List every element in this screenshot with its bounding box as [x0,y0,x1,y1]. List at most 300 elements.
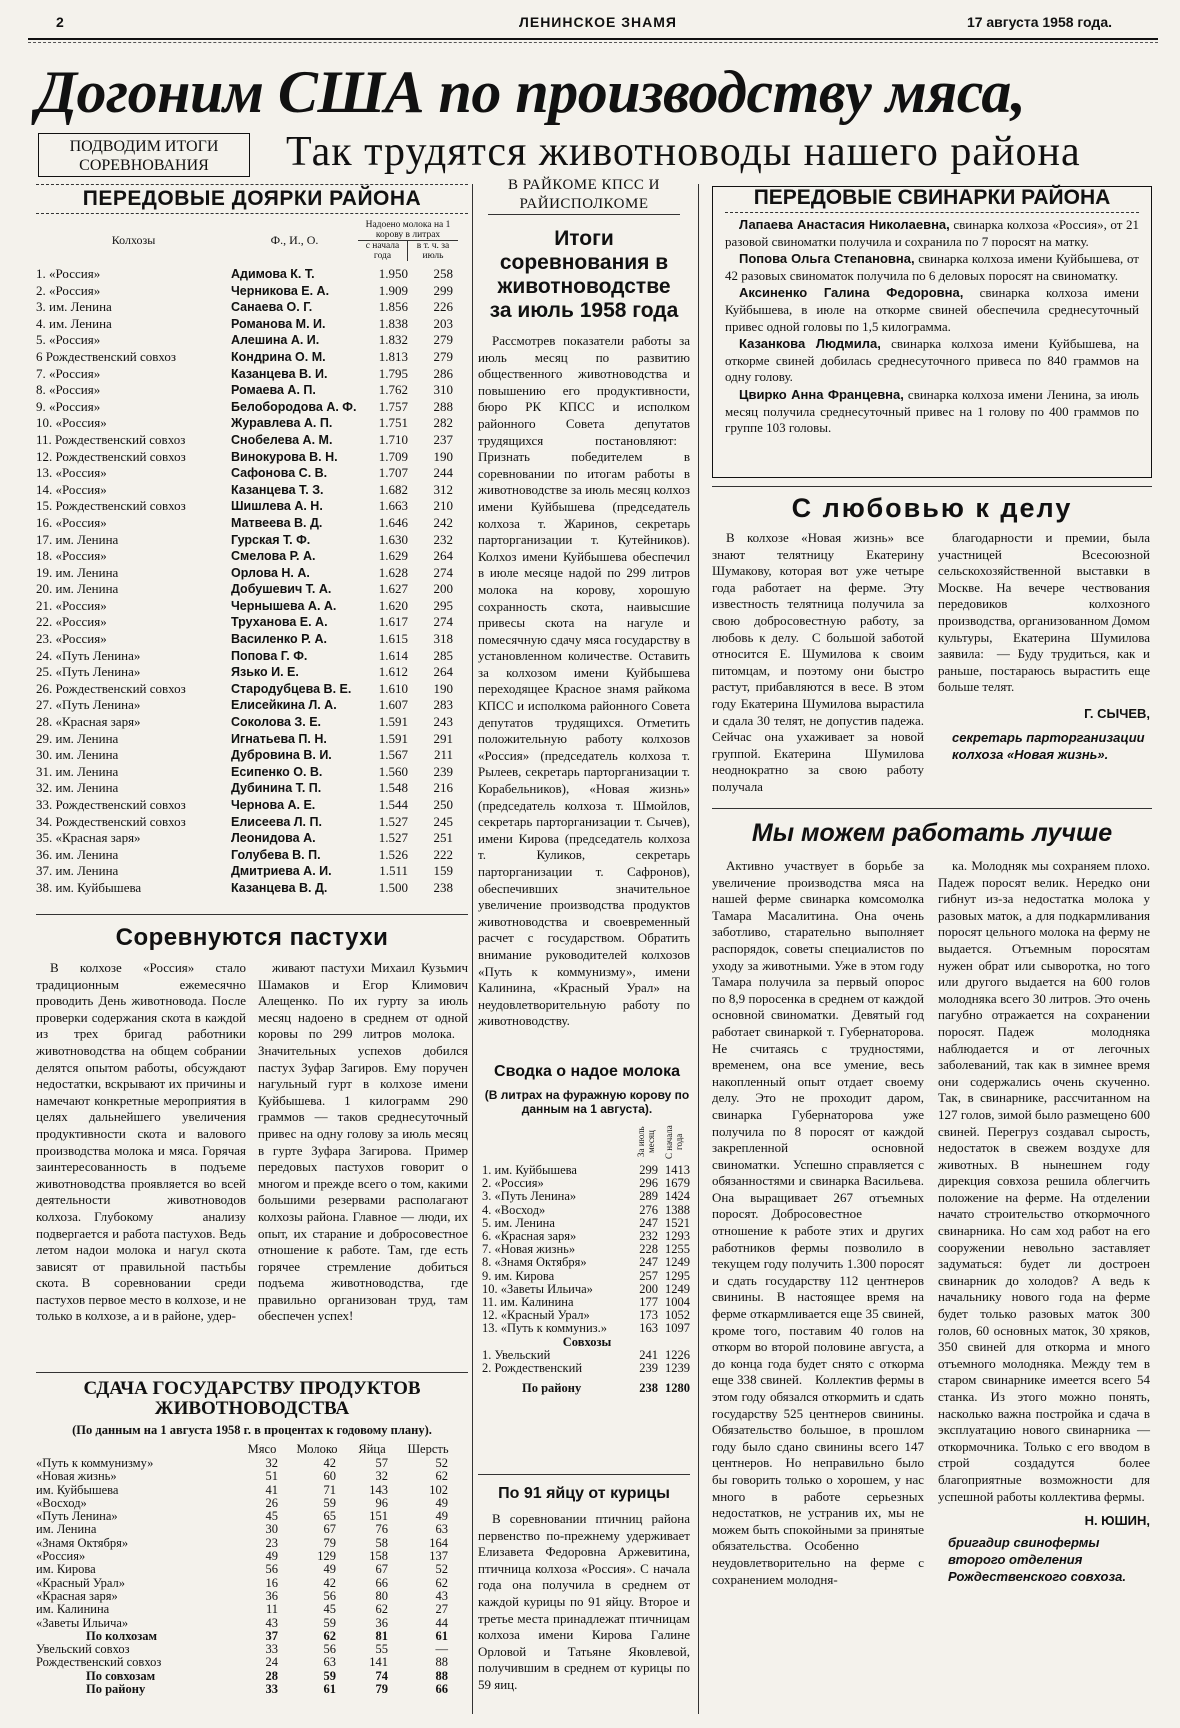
milkmaid-yield-july: 242 [433,514,453,530]
love-title: С любовью к делу [791,493,1073,523]
milkmaid-yield-july: 245 [433,813,453,829]
milkmaid-name: Казанцева Т. З. [231,482,324,497]
delivery-col-eggs: Яйца [358,1442,386,1456]
svodka-subtitle: (В литрах на фуражную корову по данным на 1 августа). [484,1088,690,1116]
milkmaid-yield-year: 1.548 [378,780,408,796]
delivery-value: 58 [375,1535,388,1550]
milkmaid-farm: 24. «Путь Ленина» [36,647,141,663]
milkmaid-farm: 35. «Красная заря» [36,830,141,846]
milkmaid-row [36,797,468,814]
delivery-value: 41 [265,1482,278,1497]
milkmaid-row [36,780,468,797]
delivery-farm: «Знамя Октября» [36,1535,129,1550]
milkmaid-farm: 30. им. Ленина [36,747,119,763]
milkmaids-title: ПЕРЕДОВЫЕ ДОЯРКИ РАЙОНА [36,184,468,214]
milkmaid-farm: 15. Рождественский совхоз [36,498,186,514]
milkmaid-farm: 26. Рождественский совхоз [36,680,186,696]
svodka-month: 232 [639,1229,658,1244]
svodka-farm: 1. им. Куйбышева [482,1164,577,1177]
svodka-year: 1295 [665,1268,690,1283]
masthead-rule-dashed [28,42,1158,43]
svodka-month: 241 [639,1347,658,1362]
milkmaid-yield-july: 216 [433,780,453,796]
milkmaid-farm: 23. «Россия» [36,631,107,647]
milkmaid-yield-july: 238 [433,879,453,895]
section-rule [36,914,468,915]
svodka-month: 296 [639,1176,658,1191]
milkmaid-yield-july: 291 [433,730,453,746]
milkmaid-row [36,366,468,383]
milkmaid-name: Соколова З. Е. [231,715,322,730]
love-col1: В колхозе «Новая жизнь» все знают телятницу Екатерину Шумакову, которая вот уже четыре года работает на ферме. Эту известность телятница получила за свою добросовестную работу, за любовь к делу. С большой заботой относится Е. Шумилова к своим питомцам, и поэтому они быстро растут, прибавляются в весе. В этом году Екатерина Шумилова вырастила и сдала 30 телят, не допустив падежа. Сейчас она ухаживает за новой группой. Екатерина Шумилова неоднократно за свою работу получала [712,530,924,794]
milkmaid-yield-july: 226 [433,299,453,315]
delivery-row [36,1510,468,1523]
svodka-year: 1424 [665,1189,690,1204]
milkmaid-farm: 13. «Россия» [36,465,107,481]
milkmaid-farm: 20. им. Ленина [36,581,119,597]
svodka-year: 1521 [665,1215,690,1230]
milkmaid-name: Гурская Т. Ф. [231,532,311,547]
delivery-value: 57 [375,1456,388,1470]
milkmaid-farm: 7. «Россия» [36,365,101,381]
milkmaid-yield-july: 190 [433,680,453,696]
shepherds-col1: В колхозе «Россия» стало традиционным ежемесячно проводить День животновода. После проверки содержания скота в каждой из трех бригад работники животноводства на общем собрании делятся опытом работы, обсуждают недостатки, вскрывают их причины и намечают конкретные мероприятия в целях дальнейшего увеличения продуктивности скота и валового производства молока и мяса. Горячая заинтересованность в подъеме животноводства проявляется во всей деятельности животноводов колхоза. Глубокому анализу подвергается и работа пастухов. Ведь летом надои молока и нагул скота зависят от правильной пастьбы скота. В соревновании среди пастухов первое место в колхозе, и не только в колхозе, а и в районе, удер- [36,960,246,1324]
eggs-title: По 91 яйцу от курицы [498,1485,670,1502]
milkmaid-yield-july: 200 [433,581,453,597]
delivery-value: 141 [369,1655,388,1670]
pigs-list [725,217,1139,437]
pig-item-text: свинарка колхоза имени Ленина, за июль месяц получила среднесуточный привес на 1 голову по 400 граммов по группе 103 головы. [725,386,1139,436]
delivery-value: 56 [323,1642,336,1657]
delivery-value: 67 [375,1562,388,1577]
milkmaid-row [36,316,468,333]
svodka-farm: 8. «Знамя Октября» [482,1256,587,1270]
section-badge: ПОДВОДИМ ИТОГИ СОРЕВНОВАНИЯ [38,133,250,177]
page-headline: Догоним США по производству мяса, [36,59,1026,125]
svodka-col-year: С начала года [664,1125,684,1159]
svodka-farm: 9. им. Кирова [482,1269,555,1283]
delivery-row [36,1550,468,1563]
delivery-value: 63 [323,1655,336,1670]
milkmaid-farm: 3. им. Ленина [36,299,112,315]
milkmaid-row [36,631,468,648]
milkmaid-row [36,681,468,698]
delivery-row [36,1470,468,1483]
milkmaid-yield-year: 1.950 [378,266,408,281]
milkmaid-name: Матвеева В. Д. [231,515,323,530]
milkmaid-row [36,664,468,681]
milkmaid-yield-july: 244 [433,465,453,481]
svodka-row [482,1309,692,1322]
delivery-row [36,1590,468,1603]
delivery-value: 55 [375,1642,388,1657]
delivery-value: 61 [323,1682,336,1697]
svodka-row [482,1296,692,1309]
love-signature: Г. СЫЧЕВ, [1084,705,1150,721]
delivery-value: 32 [375,1469,388,1484]
milkmaid-yield-july: 312 [433,481,453,497]
svodka-month: 177 [639,1295,658,1310]
milkmaid-row [36,349,468,366]
milkmaid-row [36,814,468,831]
milkmaid-row [36,847,468,864]
delivery-row [36,1497,468,1510]
shepherds-col2: живают пастухи Михаил Кузьмич Шамаков и Егор Климович Алещенко. По их гурту за июль месяц надоено в среднем от одной коровы по 299 литров молока. Значительных успехов добился пастух Зуфар Загиров. Ему поручен нагульный гурт в колхозе имени Куйбышева. 1 килограмм 290 граммов — таков среднесуточный привес на одну голову за июль месяц в гурте Зуфара Загирова. Пример передовых пастухов говорит о многом и прежде всего о том, какими большими резервами располагают колхозы района. Главное — люди, их опыт, их старание и добросовестное отношение к работе. Там, где есть горячее стремление добиться подъема животноводства, где правильно организован труд, там обеспечен успех! [258,960,468,1324]
milkmaid-yield-july: 285 [433,647,453,663]
delivery-row [36,1683,468,1696]
milkmaid-yield-year: 1.646 [378,514,408,530]
milkmaid-yield-year: 1.591 [378,714,408,730]
delivery-farm: «Новая жизнь» [36,1469,117,1484]
delivery-value: 59 [323,1495,336,1510]
milkmaid-row [36,581,468,598]
milkmaid-row [36,880,468,897]
milkmaid-yield-year: 1.832 [378,332,408,348]
milkmaid-yield-july: 243 [433,714,453,730]
delivery-farm: «Путь Ленина» [36,1509,118,1524]
pigs-section [712,186,1152,478]
svodka-year: 1388 [665,1202,690,1217]
header-name: Ф., И., О. [270,233,319,247]
delivery-value: 44 [435,1615,448,1630]
delivery-value: 66 [375,1575,388,1590]
milkmaid-name: Василенко Р. А. [231,632,328,647]
milkmaid-name: Казанцева В. Д. [231,880,328,895]
milkmaid-farm: 34. Рождественский совхоз [36,813,186,829]
delivery-value: 63 [435,1522,448,1537]
milkmaid-farm: 28. «Красная заря» [36,714,141,730]
milkmaid-farm: 6 Рождественский совхоз [36,348,177,364]
better-title: Мы можем работать лучше [751,819,1113,847]
issue-date: 17 августа 1958 года. [966,14,1112,30]
delivery-value: 137 [429,1549,448,1564]
delivery-value: 60 [323,1469,336,1484]
svodka-year: 1249 [665,1255,690,1270]
shepherds-section [36,924,468,1325]
milkmaid-yield-july: 283 [433,697,453,713]
delivery-value: 88 [435,1668,448,1683]
svodka-total-year: 1280 [665,1381,690,1396]
milkmaid-yield-year: 1.909 [378,282,408,298]
milkmaid-yield-july: 264 [433,664,453,680]
milkmaid-farm: 8. «Россия» [36,382,101,398]
svodka-farm: 2. «Россия» [482,1177,544,1191]
svodka-farm: 10. «Заветы Ильича» [482,1282,593,1296]
delivery-row [36,1630,468,1643]
svodka-farm: 2. Рождественский [482,1361,583,1375]
page-subheadline: Так трудятся животноводы нашего района [286,129,1081,175]
milkmaid-yield-year: 1.663 [378,498,408,514]
delivery-value: 129 [317,1549,336,1564]
milkmaid-name: Снобелева А. М. [231,432,333,447]
milkmaid-row [36,382,468,399]
pig-item-text: свинарка колхоза имени Куйбышева, от 42 разовых свиноматок получила по 6 деловых поросят на свиноматку. [725,251,1139,283]
svodka-farm: 13. «Путь к коммуниз.» [482,1322,607,1336]
better-signature: Н. ЮШИН, [1084,1513,1150,1529]
delivery-value: 67 [323,1522,336,1537]
milkmaid-farm: 5. «Россия» [36,332,101,348]
header-yield: Надоено молока на 1 корову в литрах [358,220,458,241]
better-section [712,808,1152,1588]
delivery-value: — [435,1642,448,1657]
svodka-year: 1052 [665,1308,690,1323]
pig-item [725,387,1139,437]
delivery-value: 24 [265,1655,278,1670]
milkmaid-yield-year: 1.682 [378,481,408,497]
svodka-section [482,1062,692,1396]
delivery-section [36,1372,468,1696]
header-july: в т. ч. за июль [416,241,450,261]
milkmaid-yield-july: 288 [433,398,453,414]
svodka-year: 1004 [665,1295,690,1310]
milkmaid-yield-year: 1.707 [378,465,408,481]
milkmaid-name: Шишлева А. Н. [231,499,323,514]
svodka-title: Сводка о надое молока [494,1063,680,1080]
milkmaid-yield-year: 1.628 [378,564,408,580]
delivery-value: 27 [435,1602,448,1617]
better-signature-title: бригадир свинофермы второго отделения Рождественского совхоза. [948,1535,1126,1585]
delivery-farm: Рождественский совхоз [36,1655,162,1670]
delivery-farm: По колхозам [86,1628,158,1643]
svodka-row [482,1283,692,1296]
delivery-value: 33 [265,1642,278,1657]
delivery-farm: Увельский совхоз [36,1642,130,1657]
milkmaid-row [36,614,468,631]
svodka-row [482,1243,692,1256]
milkmaid-yield-july: 299 [433,282,453,298]
milkmaid-row [36,598,468,615]
svodka-total-month: 238 [639,1381,658,1396]
delivery-value: 49 [435,1495,448,1510]
delivery-col-milk: Молоко [296,1442,338,1456]
delivery-table [36,1457,468,1696]
milkmaid-name: Романова М. И. [231,316,326,331]
milkmaid-name: Стародубцева В. Е. [231,681,352,696]
svodka-row [482,1362,692,1375]
milkmaid-name: Казанцева В. И. [231,366,328,381]
milkmaid-yield-year: 1.838 [378,315,408,331]
svodka-farm: 5. им. Ленина [482,1216,555,1230]
delivery-value: 11 [265,1602,278,1617]
milkmaid-yield-july: 264 [433,548,453,564]
eggs-text: В соревновании птичниц района первенство по-прежнему удерживает Елизавета Федоровна Аржевитина, птичница колхоза «Россия». С начала года она получила в среднем от каждой курицы по 91 яйцу. Второе и третье места принадлежат птичницам колхоза имени Кирова Галине Орловой и Татьяне Яковлевой, получившим в среднем от курицы по 59 яиц. [478,1511,690,1692]
svodka-month: 299 [639,1163,658,1177]
milkmaid-yield-year: 1.630 [378,531,408,547]
delivery-value: 65 [323,1509,336,1524]
milkmaid-farm: 1. «Россия» [36,266,101,281]
milkmaid-row [36,697,468,714]
milkmaid-yield-july: 310 [433,382,453,398]
love-section [712,486,1152,796]
milkmaid-farm: 32. им. Ленина [36,780,119,796]
delivery-value: 79 [323,1535,336,1550]
milkmaid-row [36,731,468,748]
header-since: с начала года [358,241,408,261]
column-rule [698,184,699,1714]
milkmaid-yield-july: 279 [433,332,453,348]
milkmaid-name: Голубева В. П. [231,847,321,862]
milkmaid-yield-year: 1.527 [378,830,408,846]
milkmaid-farm: 38. им. Куйбышева [36,879,142,895]
svodka-farm: 7. «Новая жизнь» [482,1243,576,1257]
delivery-value: 45 [265,1509,278,1524]
milkmaid-yield-year: 1.813 [378,348,408,364]
delivery-value: 49 [265,1549,278,1564]
delivery-value: 74 [375,1668,388,1683]
milkmaid-yield-year: 1.612 [378,664,408,680]
delivery-subtitle: (По данным на 1 августа 1958 г. в процентах к годовому плану). [72,1423,432,1437]
milkmaid-yield-year: 1.757 [378,398,408,414]
love-col2: благодарности и премии, была участницей Всесоюзной сельскохозяйственной выставки в Москве. На вечере чествования передовиков колхозного производства, организованном Домом культуры, Екатерина Шумилова заявила: — Буду трудиться, как и раньше, постараюсь вырастить еще больше телят. [938,530,1150,695]
delivery-farm: По району [86,1682,146,1697]
milkmaid-row [36,764,468,781]
delivery-row [36,1577,468,1590]
milkmaid-name: Игнатьева П. Н. [231,731,327,746]
svodka-farm: 4. «Восход» [482,1203,546,1217]
delivery-farm: «Заветы Ильича» [36,1615,129,1630]
milkmaid-yield-year: 1.629 [378,548,408,564]
milkmaid-yield-year: 1.710 [378,431,408,447]
milkmaid-row [36,648,468,665]
delivery-row [36,1537,468,1550]
milkmaid-yield-year: 1.614 [378,647,408,663]
milkmaid-farm: 21. «Россия» [36,597,107,613]
delivery-value: 23 [265,1535,278,1550]
pig-item-name: Лапаева Анастасия Николаевна, [739,217,950,232]
svodka-month: 228 [639,1242,658,1257]
milkmaid-yield-year: 1.617 [378,614,408,630]
milkmaids-table [36,266,468,897]
milkmaid-yield-year: 1.526 [378,846,408,862]
milkmaid-yield-july: 318 [433,631,453,647]
milkmaid-farm: 10. «Россия» [36,415,107,431]
raikom-text: Рассмотрев показатели работы за июль месяц по развитию общественного животноводства и повышению его продуктивности, бюро РК КПСС и исполком районного Совета депутатов трудящихся постановляют: Признать победителем в соревновании по итогам работы в животноводстве за июль месяц колхоз имени Куйбышева (председатель колхоза т. Жаринов, секретарь партоpганизации т. Кутейников). Колхоз имени Куйбышева обеспечил в июле месяце надой по 299 литров молока на корову, хорошую сохранность скота, наивысшие привесы скота на нагуле и помесячную сдачу мяса государству в установленном количестве. Оставить за колхозом имени Куйбышева переходящее Красное знамя райкома КПСС и исполкома районного Совета депутатов трудящихся. Отметить положительную работу колхозов «Россия» (председатель колхоза т. Рылеев, секретарь партоpганизации т. Корабельников), «Новая жизнь» (председатель колхоза т. Шмойлов, секретарь партоpганизации т. Сычев), имени Кирова (председатель колхоза т. Куликов, секретарь партоpганизации т. Сафронов), обеспечивших значительное увеличение производства продуктов животноводства и своевременный расчет с государством. Обратить внимание руководителей колхозов «Путь к коммунизму», имени Калинина, «Красный Урал» на неудовлетворительную работу по животноводству. [478,333,690,1029]
milkmaids-section [36,184,468,908]
masthead-rule [28,38,1158,40]
svodka-row [482,1164,692,1177]
milkmaid-name: Журавлева А. П. [231,416,333,431]
delivery-farm: «Восход» [36,1495,87,1510]
svodka-month: 289 [639,1189,658,1204]
svodka-col-month: За июль месяц [636,1126,656,1158]
svodka-table [482,1164,692,1336]
milkmaid-name: Кондрина О. М. [231,349,326,364]
delivery-value: 43 [435,1588,448,1603]
delivery-value: 28 [265,1668,278,1683]
milkmaid-farm: 36. им. Ленина [36,846,119,862]
milkmaid-farm: 14. «Россия» [36,481,107,497]
pig-item-text: свинарка колхоза имени Куйбышева, на откорме свиней добилась среднесуточного привеса по 840 граммов на одну голову. [725,336,1139,385]
milkmaid-yield-july: 239 [433,763,453,779]
milkmaid-name: Санаева О. Г. [231,300,313,315]
svodka-month: 173 [639,1308,658,1323]
svodka-row [482,1322,692,1335]
delivery-row [36,1617,468,1630]
milkmaid-yield-july: 210 [433,498,453,514]
delivery-value: 49 [323,1562,336,1577]
delivery-value: 80 [375,1588,388,1603]
milkmaid-yield-july: 274 [433,614,453,630]
pig-item [725,285,1139,335]
milkmaid-yield-year: 1.527 [378,813,408,829]
delivery-col-wool: Шерсть [407,1442,449,1456]
svodka-row [482,1204,692,1217]
delivery-row [36,1670,468,1683]
milkmaid-yield-year: 1.615 [378,631,408,647]
delivery-value: 37 [265,1628,278,1643]
delivery-value: 88 [435,1655,448,1670]
milkmaid-row [36,565,468,582]
milkmaid-name: Елисеева Л. П. [231,814,322,829]
milkmaid-name: Адимова К. Т. [231,267,315,281]
svodka-month: 163 [639,1321,658,1336]
milkmaid-farm: 33. Рождественский совхоз [36,797,186,812]
milkmaid-yield-year: 1.856 [378,299,408,315]
svodka-farm: 3. «Путь Ленина» [482,1190,577,1204]
delivery-value: 62 [323,1628,336,1643]
milkmaid-yield-year: 1.500 [378,879,408,895]
svodka-month: 247 [639,1255,658,1270]
milkmaid-farm: 12. Рождественский совхоз [36,448,186,464]
delivery-farm: «Красная заря» [36,1588,118,1603]
delivery-row [36,1484,468,1497]
delivery-value: 59 [323,1668,336,1683]
delivery-value: 143 [369,1482,388,1497]
milkmaid-row [36,465,468,482]
milkmaid-yield-year: 1.560 [378,763,408,779]
svodka-total-row [482,1381,692,1396]
pig-item-name: Казанкова Людмила, [739,336,881,352]
delivery-value: 32 [265,1456,278,1470]
milkmaid-row [36,747,468,764]
svodka-row [482,1270,692,1283]
delivery-value: 43 [265,1615,278,1630]
delivery-value: 96 [375,1495,388,1510]
milkmaid-yield-july: 237 [433,431,453,447]
svodka-year: 1255 [665,1242,690,1257]
delivery-value: 36 [375,1615,388,1630]
delivery-value: 62 [435,1575,448,1590]
milkmaid-yield-july: 282 [433,415,453,431]
milkmaid-row [36,299,468,316]
milkmaid-yield-july: 295 [433,597,453,613]
column-rule [472,184,473,1714]
delivery-farm: им. Калинина [36,1602,110,1617]
pig-item [725,251,1139,284]
milkmaid-farm: 18. «Россия» [36,548,107,564]
svodka-row [482,1190,692,1203]
milkmaid-name: Есипенко О. В. [231,764,323,779]
svodka-year: 1239 [665,1360,690,1375]
milkmaid-row [36,432,468,449]
milkmaid-name: Язько И. Е. [231,665,299,680]
milkmaid-row [36,332,468,349]
pig-item-name: Цвирко Анна Францевна, [739,386,904,402]
pig-item-text: свинарка колхоза имени Куйбышева, в июле на откорме свиней обеспечила среднесуточный привес одной головы по 1,5 килограмма. [725,285,1139,334]
pig-item [725,336,1139,386]
delivery-value: 81 [375,1628,388,1643]
svodka-month: 200 [639,1281,658,1296]
svodka-month: 276 [639,1202,658,1217]
delivery-farm: «Россия» [36,1549,86,1564]
delivery-farm: им. Ленина [36,1522,97,1537]
raikom-section [478,176,690,1030]
delivery-farm: «Путь к коммунизму» [36,1456,154,1470]
milkmaid-yield-year: 1.544 [378,797,408,812]
svodka-farm: 11. им. Калинина [482,1296,574,1310]
delivery-title: СДАЧА ГОСУДАРСТВУ ПРОДУКТОВ ЖИВОТНОВОДСТВА [83,1378,421,1419]
milkmaid-name: Добушевич Т. А. [231,582,332,597]
